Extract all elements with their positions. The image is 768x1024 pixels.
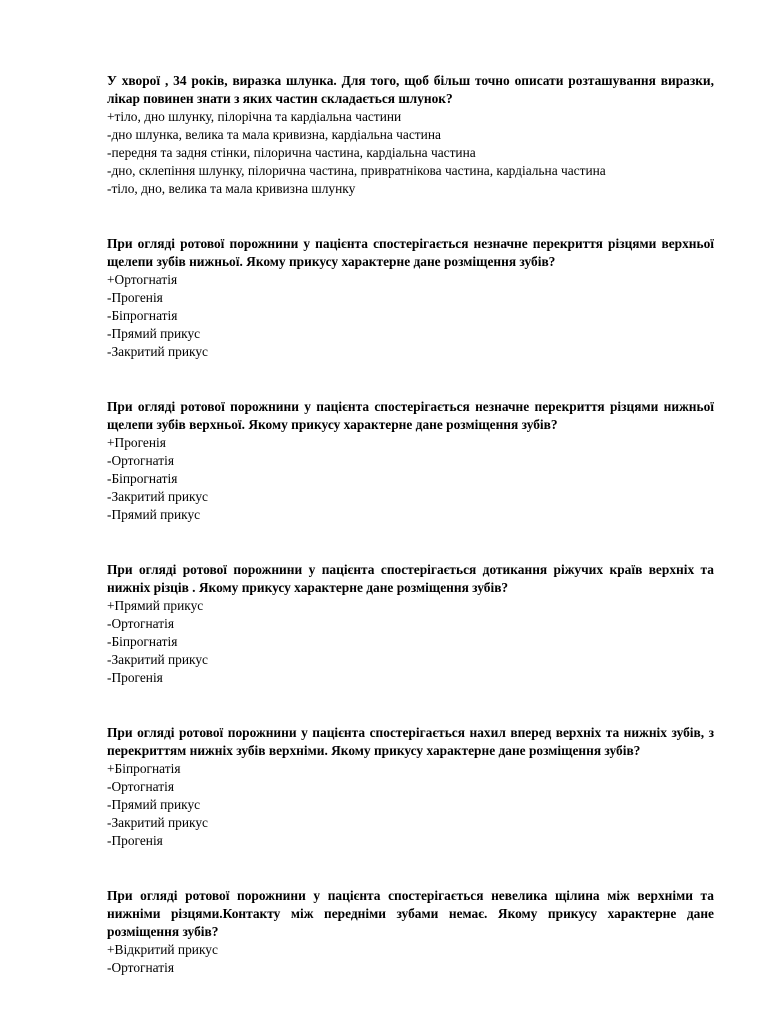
answer-option: -Закритий прикус: [107, 344, 208, 359]
question-block-5: [107, 724, 714, 850]
answer-option: +Відкритий прикус: [107, 942, 218, 957]
answer-option: -дно, склепіння шлунку, пілорична частина, привратнікова частина, кардіальна частина: [107, 163, 606, 178]
answer-option: +Прогенія: [107, 435, 166, 450]
answer-option: -тіло, дно, велика та мала кривизна шлунку: [107, 181, 356, 196]
answer-option: -Біпрогнатія: [107, 308, 178, 323]
answer-options: [107, 597, 714, 687]
answer-option: +Ортогнатія: [107, 272, 178, 287]
question-block-3: [107, 398, 714, 524]
answer-option: -Закритий прикус: [107, 652, 208, 667]
question-stem: При огляді ротової порожнини у пацієнта спостерігається незначне перекриття різцями верхньої щелепи зубів нижньої. Якому прикусу характерне дане розміщення зубів?: [107, 236, 714, 269]
answer-option: -Біпрогнатія: [107, 634, 178, 649]
answer-options: [107, 271, 714, 361]
answer-option: -Прогенія: [107, 290, 163, 305]
answer-options: [107, 941, 714, 977]
answer-option: +Біпрогнатія: [107, 761, 181, 776]
answer-option: -Закритий прикус: [107, 815, 208, 830]
question-stem: При огляді ротової порожнини у пацієнта спостерігається нахил вперед верхніх та нижніх зубів, з перекриттям нижніх зубів верхніми. Якому прикусу характерне дане розміщення зубів?: [107, 725, 714, 758]
question-stem: При огляді ротової порожнини у пацієнта спостерігається невелика щілина між верхніми та нижніми різцями.Контакту між передніми зубами немає. Якому прикусу характерне дане розміщення зубів?: [107, 888, 714, 939]
question-stem: При огляді ротової порожнини у пацієнта спостерігається дотикання ріжучих країв верхніх та нижніх різців . Якому прикусу характерне дане розміщення зубів?: [107, 562, 714, 595]
answer-option: -Прямий прикус: [107, 507, 201, 522]
question-stem: При огляді ротової порожнини у пацієнта спостерігається незначне перекриття різцями нижньої щелепи зубів верхньої. Якому прикусу характерне дане розміщення зубів?: [107, 399, 714, 432]
answer-option: -передня та задня стінки, пілорична частина, кардіальна частина: [107, 145, 476, 160]
question-block-4: [107, 561, 714, 687]
answer-option: -Прогенія: [107, 833, 163, 848]
answer-options: [107, 108, 714, 198]
answer-option: -Ортогнатія: [107, 960, 175, 975]
answer-option: -Ортогнатія: [107, 779, 175, 794]
question-block-1: [107, 72, 714, 198]
answer-options: [107, 434, 714, 524]
question-stem: У хворої , 34 років, виразка шлунка. Для того, щоб більш точно описати розташування виразки, лікар повинен знати з яких частин складається шлунок?: [107, 73, 714, 106]
answer-option: -Біпрогнатія: [107, 471, 178, 486]
answer-options: [107, 760, 714, 850]
document-page: [107, 72, 714, 1014]
question-block-2: [107, 235, 714, 361]
answer-option: -Ортогнатія: [107, 453, 175, 468]
answer-option: +Прямий прикус: [107, 598, 204, 613]
answer-option: -дно шлунка, велика та мала кривизна, кардіальна частина: [107, 127, 441, 142]
answer-option: -Прогенія: [107, 670, 163, 685]
answer-option: -Прямий прикус: [107, 326, 201, 341]
answer-option: +тіло, дно шлунку, пілорічна та кардіальна частини: [107, 109, 402, 124]
answer-option: -Закритий прикус: [107, 489, 208, 504]
answer-option: -Ортогнатія: [107, 616, 175, 631]
answer-option: -Прямий прикус: [107, 797, 201, 812]
question-block-6: [107, 887, 714, 977]
